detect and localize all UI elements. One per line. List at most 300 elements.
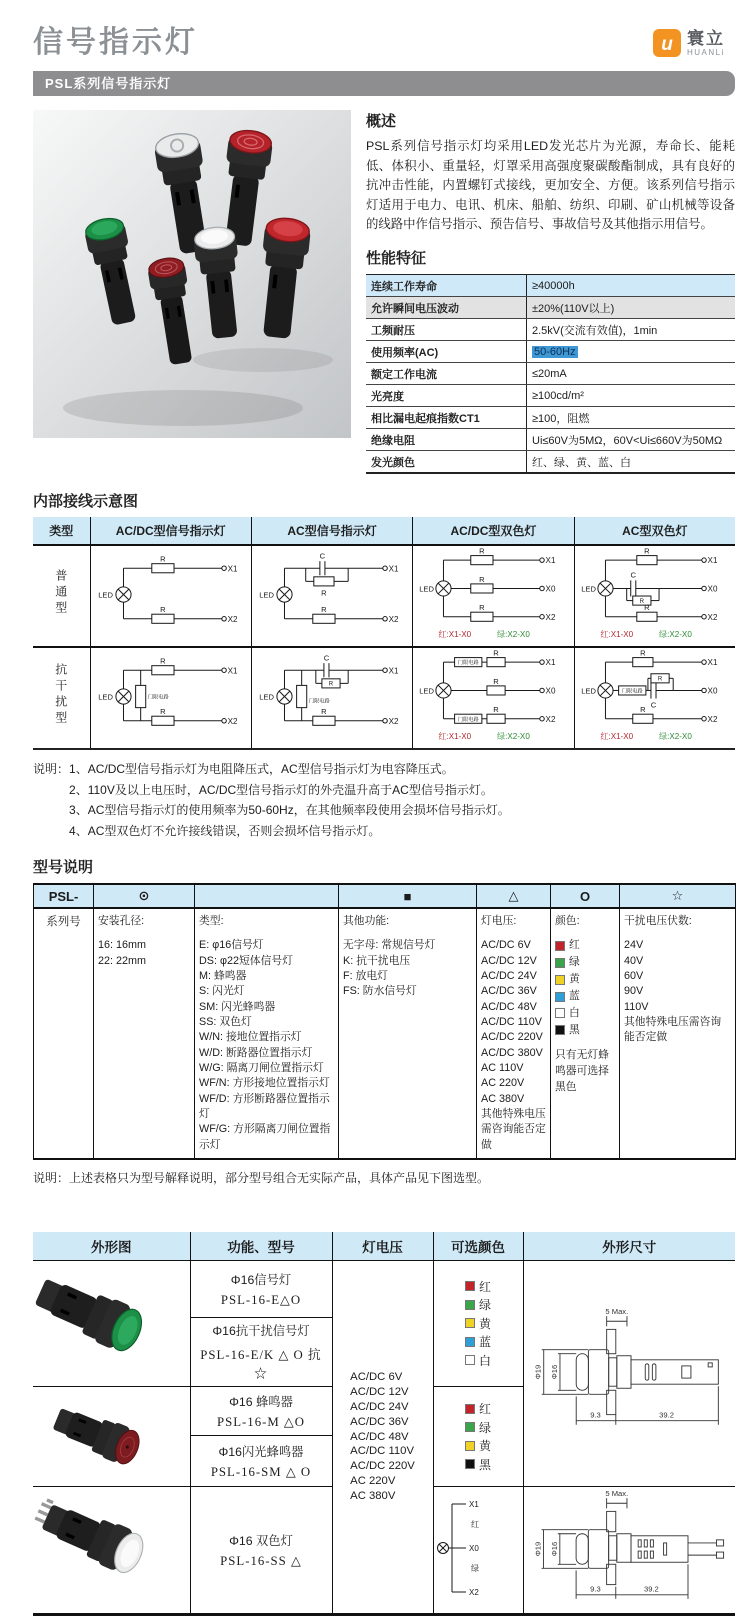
svg-text:R: R — [328, 681, 334, 688]
svg-text:R: R — [639, 598, 644, 605]
row-header-cell — [33, 545, 90, 647]
svg-text:绿:X2-X0: 绿:X2-X0 — [497, 629, 531, 639]
svg-text:R: R — [159, 605, 166, 615]
product-name: Φ16闪光蜂鸣器 — [218, 1444, 304, 1459]
circuit-cell — [413, 545, 574, 647]
svg-text:X2: X2 — [546, 612, 556, 622]
svg-text:X2: X2 — [468, 1588, 479, 1598]
color-swatch — [465, 1337, 475, 1347]
product-model: PSL-16-M △O — [216, 1414, 306, 1429]
dimension-cell — [523, 1486, 735, 1613]
spec-value: 红、绿、黄、蓝、白 — [527, 451, 736, 473]
color-option — [555, 938, 615, 953]
color-swatch — [555, 958, 565, 968]
list-item: AC 380V — [481, 1092, 525, 1105]
svg-text:R: R — [159, 656, 166, 666]
svg-text:红:X1-X0: 红:X1-X0 — [438, 629, 472, 639]
cell-title: 灯电压: — [481, 915, 517, 928]
color-option — [465, 1437, 491, 1454]
color-label: 绿 — [478, 1298, 491, 1313]
svg-text:9.3: 9.3 — [590, 1410, 602, 1420]
svg-text:绿:X2-X0: 绿:X2-X0 — [658, 629, 692, 639]
color-option — [555, 972, 615, 987]
list-item: WF/D: 方形断路器位置指示灯 — [199, 1092, 330, 1120]
spec-value: 2.5kV(交流有效值)，1min — [527, 319, 736, 341]
circuit-ac-signal-anti — [257, 649, 407, 742]
svg-text:5 Max.: 5 Max. — [605, 1489, 629, 1499]
column-header: 功能、型号 — [190, 1232, 332, 1261]
column-header: AC/DC型信号指示灯 — [90, 517, 251, 545]
color-label: 蓝 — [478, 1335, 491, 1350]
svg-text:LED: LED — [259, 590, 275, 600]
svg-text:C: C — [630, 570, 636, 580]
product-cell — [190, 1435, 332, 1486]
circuit-cell — [251, 647, 412, 748]
color-swatch — [465, 1422, 475, 1432]
performance-table — [366, 275, 735, 472]
color-label: 黄 — [478, 1316, 491, 1331]
product-name: Φ16 双色灯 — [229, 1533, 293, 1548]
product-model: PSL-16-E△O — [220, 1292, 302, 1307]
brand-name-en: HUANLi — [687, 47, 725, 57]
spec-value: ≤20mA — [527, 363, 736, 385]
brand-logo-text — [687, 30, 725, 57]
list-item: W/G: 隔离刀闸位置指示灯 — [199, 1061, 324, 1074]
color-note: 只有无灯蜂鸣器可选择黑色 — [555, 1048, 609, 1094]
svg-text:门限电路: 门限电路 — [458, 660, 480, 667]
color-option — [555, 1023, 615, 1038]
list-item: AC/DC 48V — [481, 1000, 537, 1013]
spec-label: 相比漏电起痕指数CT1 — [366, 407, 527, 429]
svg-text:R: R — [493, 705, 500, 715]
symbol-header: ■ — [339, 884, 477, 908]
voltage-list-cell — [332, 1260, 433, 1613]
series-banner: PSL系列信号指示灯 — [33, 71, 735, 96]
svg-text:X1: X1 — [546, 556, 556, 566]
svg-text:R: R — [639, 648, 646, 658]
voltage-cell — [477, 908, 551, 1159]
green-lamp-photo — [36, 1268, 186, 1376]
color-option — [465, 1352, 491, 1369]
circuit-acdc-dual-normal — [418, 547, 568, 640]
svg-text:X2: X2 — [388, 614, 399, 624]
voltage-list — [350, 1370, 415, 1504]
product-name: Φ16信号灯 — [230, 1272, 292, 1287]
cell-title: 其他功能: — [343, 915, 390, 928]
voltage-item: AC/DC 6V — [350, 1370, 403, 1383]
svg-text:X0: X0 — [707, 584, 718, 594]
svg-text:C: C — [319, 551, 326, 561]
color-options-cell — [433, 1260, 523, 1386]
color-cell — [551, 908, 620, 1159]
list-item: 110V — [624, 1000, 649, 1013]
column-header: 灯电压 — [332, 1232, 433, 1261]
column-header: 类型 — [33, 517, 90, 545]
color-label: 绿 — [478, 1420, 491, 1435]
circuit-cell — [90, 545, 251, 647]
color-option — [465, 1419, 491, 1436]
list-item: 40V — [624, 954, 644, 967]
circuit-cell — [413, 647, 574, 748]
circuit-ac-dual-normal — [580, 547, 730, 640]
voltage-item: AC/DC 24V — [350, 1400, 409, 1413]
spec-value: ±20%(110V以上) — [527, 297, 736, 319]
column-header: AC型信号指示灯 — [251, 517, 412, 545]
list-item: AC/DC 6V — [481, 939, 531, 952]
svg-text:R: R — [159, 707, 166, 717]
spec-label: 连续工作寿命 — [366, 275, 527, 297]
svg-text:R: R — [321, 588, 327, 598]
color-swatch — [465, 1300, 475, 1310]
model-heading: 型号说明 — [33, 859, 94, 877]
color-swatch — [465, 1459, 475, 1469]
divider — [366, 472, 735, 474]
cell-title: 安装孔径: — [98, 915, 145, 928]
list-item: AC/DC 24V — [481, 970, 537, 983]
page-header — [33, 26, 735, 59]
color-option — [465, 1333, 491, 1350]
dual-color-diagram — [436, 1496, 524, 1600]
symbol-header: ☆ — [620, 884, 736, 908]
svg-text:Φ16: Φ16 — [550, 1542, 560, 1557]
svg-text:X2: X2 — [227, 614, 238, 624]
row-header: 抗干扰型 — [53, 663, 68, 728]
product-photo-cell — [33, 1486, 190, 1613]
wiring-heading: 内部接线示意图 — [33, 492, 139, 510]
product-cell — [190, 1317, 332, 1386]
color-label: 黄 — [569, 973, 580, 986]
color-options — [465, 1399, 491, 1475]
color-swatch — [465, 1441, 475, 1451]
note-line: 4、AC型双色灯不允许接线错误，否则会损坏信号指示灯。 — [69, 823, 381, 838]
spec-label: 光亮度 — [366, 385, 527, 407]
circuit-cell — [574, 647, 735, 748]
cell-title: 干扰电压伏数: — [624, 915, 692, 928]
color-label: 黑 — [569, 1023, 580, 1036]
dual-color-cell — [433, 1486, 523, 1613]
cell-title: 颜色: — [555, 915, 580, 928]
list-item: M: 蜂鸣器 — [199, 970, 247, 983]
list-item: AC 110V — [481, 1061, 524, 1074]
svg-text:X1: X1 — [388, 564, 399, 574]
color-swatch — [555, 992, 565, 1002]
svg-text:门限电路: 门限电路 — [308, 698, 330, 705]
list-item: S: 闪光灯 — [199, 985, 245, 998]
svg-text:X2: X2 — [546, 714, 556, 724]
voltage-item: AC/DC 220V — [350, 1460, 415, 1473]
circuit-cell — [90, 647, 251, 748]
symbol-header — [195, 884, 339, 908]
spec-value: ≥40000h — [527, 275, 736, 297]
svg-text:LED: LED — [581, 584, 596, 594]
color-label: 红 — [478, 1279, 491, 1294]
spec-label: 使用频率(AC) — [366, 341, 527, 363]
list-item: AC/DC 12V — [481, 954, 537, 967]
product-photo — [33, 110, 351, 474]
svg-text:LED: LED — [581, 686, 596, 696]
symbol-header: △ — [477, 884, 551, 908]
list-item: 无字母: 常规信号灯 — [343, 939, 436, 952]
color-option — [465, 1400, 491, 1417]
list-item: SS: 双色灯 — [199, 1016, 252, 1028]
list-item: DS: φ22短体信号灯 — [199, 954, 293, 967]
list-item: F: 放电灯 — [343, 970, 388, 983]
wiring-table — [33, 517, 735, 748]
series-cell: 系列号 — [34, 908, 94, 1159]
row-header: 普通型 — [53, 569, 68, 618]
selection-table — [33, 1232, 735, 1613]
circuit-ac-signal-normal — [257, 547, 407, 640]
color-label: 蓝 — [569, 989, 580, 1002]
page-title: 信号指示灯 — [33, 26, 198, 59]
list-item: WF/N: 方形接地位置指示灯 — [199, 1077, 330, 1090]
svg-text:X0: X0 — [468, 1544, 479, 1554]
product-cell — [190, 1486, 332, 1613]
row-header-cell — [33, 647, 90, 748]
svg-text:门限电路: 门限电路 — [621, 688, 643, 695]
color-label: 白 — [569, 1006, 580, 1019]
svg-text:红: 红 — [470, 1520, 479, 1530]
symbol-header: O — [551, 884, 620, 908]
column-header: AC型双色灯 — [574, 517, 735, 545]
spec-value: ≥100，阻燃 — [527, 407, 736, 429]
svg-text:Φ16: Φ16 — [550, 1364, 560, 1380]
list-item: AC/DC 36V — [481, 985, 537, 998]
svg-text:X2: X2 — [707, 612, 718, 622]
svg-text:X1: X1 — [227, 666, 238, 676]
svg-text:LED: LED — [97, 692, 113, 702]
list-item: W/N: 接地位置指示灯 — [199, 1031, 302, 1044]
color-swatch — [465, 1318, 475, 1328]
svg-text:红:X1-X0: 红:X1-X0 — [600, 629, 634, 639]
spec-value: ≥100cd/m² — [527, 385, 736, 407]
svg-text:门限电路: 门限电路 — [458, 716, 480, 723]
svg-text:X0: X0 — [707, 686, 718, 696]
function-cell — [339, 908, 477, 1159]
product-name: Φ16 蜂鸣器 — [229, 1394, 293, 1409]
model-table — [33, 883, 736, 1160]
color-label: 黄 — [478, 1439, 491, 1454]
list-item: AC 220V — [481, 1077, 525, 1090]
voltage-item: AC/DC 36V — [350, 1415, 409, 1428]
color-option — [555, 955, 615, 970]
symbol-header: PSL- — [34, 884, 94, 908]
svg-text:LED: LED — [259, 692, 275, 702]
svg-text:C: C — [650, 700, 657, 710]
svg-text:绿: 绿 — [470, 1564, 479, 1574]
highlighted-value: 50-60Hz — [534, 345, 576, 358]
dimension-drawing-wired — [529, 1489, 729, 1607]
overview-text: PSL系列信号指示灯均采用LED发光芯片为光源，寿命长、能耗低、体积小、重量轻，灯罩采用高强度聚碳酸酯制成，具有良好的抗冲击性能，内置螺钉式接线，更加安全、方便。该系列信号指示灯适用于电力、电讯、机床、船舶、纺织、印刷、矿山机械等设备的线路中作信号指示、预告信号、事故信号及其他指示用信号。 — [366, 139, 735, 232]
svg-text:LED: LED — [419, 584, 435, 594]
svg-text:5 Max.: 5 Max. — [605, 1307, 629, 1317]
list-item: WF/G: 方形隔离刀闸位置指示灯 — [199, 1123, 331, 1151]
dimension-cell — [523, 1260, 735, 1486]
color-options-cell — [433, 1386, 523, 1486]
column-header: 外形尺寸 — [523, 1232, 735, 1261]
svg-text:X2: X2 — [227, 716, 238, 726]
product-name: Φ16抗干扰信号灯 — [212, 1324, 310, 1339]
color-option — [465, 1278, 491, 1295]
svg-text:R: R — [639, 705, 646, 715]
svg-text:R: R — [643, 603, 650, 613]
circuit-cell — [574, 545, 735, 647]
note-line: 2、110V及以上电压时，AC/DC型信号指示灯的外壳温升高于AC型信号指示灯。 — [69, 782, 493, 797]
svg-text:绿:X2-X0: 绿:X2-X0 — [497, 731, 531, 741]
product-cell — [190, 1260, 332, 1317]
svg-text:R: R — [321, 605, 327, 615]
svg-text:X1: X1 — [707, 658, 718, 668]
svg-text:R: R — [159, 554, 166, 564]
svg-text:X1: X1 — [468, 1500, 479, 1510]
list-item: K: 抗干扰电压 — [343, 954, 411, 967]
dimension-drawing-panel — [529, 1305, 729, 1439]
product-model: PSL-16-SS △ — [220, 1553, 302, 1568]
voltage-item: AC 380V — [350, 1490, 396, 1503]
list-item: AC/DC 380V — [481, 1046, 543, 1059]
svg-text:R: R — [479, 574, 486, 584]
svg-text:X1: X1 — [388, 666, 399, 676]
white-dual-lamp-photo — [36, 1492, 186, 1604]
color-option — [465, 1456, 491, 1473]
circuit-ac-dual-anti — [580, 649, 730, 742]
svg-text:X0: X0 — [546, 584, 556, 594]
circuit-acdc-dual-anti — [418, 649, 568, 742]
interference-cell — [620, 908, 736, 1159]
svg-text:X1: X1 — [707, 556, 718, 566]
list-item: 24V — [624, 939, 644, 952]
svg-text:绿:X2-X0: 绿:X2-X0 — [658, 731, 692, 741]
list-item: 其他特殊电压需咨询能否定做 — [624, 1016, 722, 1044]
svg-text:红:X1-X0: 红:X1-X0 — [600, 731, 634, 741]
svg-text:39.2: 39.2 — [644, 1585, 660, 1595]
color-label: 白 — [478, 1353, 491, 1368]
color-swatch — [555, 941, 565, 951]
svg-text:R: R — [493, 676, 500, 686]
wiring-notes — [33, 759, 735, 841]
circuit-acdc-signal-anti — [96, 649, 246, 742]
color-label: 红 — [478, 1402, 491, 1417]
svg-text:门限电路: 门限电路 — [147, 694, 169, 701]
column-header: 可选颜色 — [433, 1232, 523, 1261]
product-photo-image — [33, 110, 351, 438]
column-header: 外形图 — [33, 1232, 190, 1261]
list-item: 90V — [624, 985, 644, 998]
color-label: 绿 — [569, 956, 580, 969]
list-item: 22: 22mm — [98, 954, 147, 967]
voltage-item: AC/DC 12V — [350, 1385, 409, 1398]
color-swatch — [555, 1025, 565, 1035]
color-option — [465, 1296, 491, 1313]
svg-text:39.2: 39.2 — [659, 1410, 675, 1420]
color-swatch — [465, 1404, 475, 1414]
voltage-item: AC/DC 48V — [350, 1430, 409, 1443]
brand-logo — [652, 28, 725, 58]
svg-text:R: R — [657, 676, 663, 683]
notes-prefix: 说明： — [33, 762, 70, 777]
spec-label: 绝缘电阻 — [366, 429, 527, 451]
svg-text:9.3: 9.3 — [590, 1585, 601, 1595]
svg-text:LED: LED — [97, 590, 113, 600]
color-swatch — [465, 1355, 475, 1365]
symbol-header: ⊙ — [94, 884, 195, 908]
svg-text:LED: LED — [419, 686, 435, 696]
color-options — [465, 1276, 491, 1370]
voltage-item: AC 220V — [350, 1475, 396, 1488]
product-model: PSL-16-SM △ O — [210, 1464, 312, 1479]
overview-heading: 概述 — [366, 113, 397, 130]
svg-text:X2: X2 — [707, 714, 718, 724]
color-swatch — [555, 1008, 565, 1018]
color-option — [555, 989, 615, 1004]
svg-text:红:X1-X0: 红:X1-X0 — [438, 731, 472, 741]
svg-text:u: u — [661, 34, 673, 55]
brand-logo-icon — [652, 28, 682, 58]
color-option — [465, 1315, 491, 1332]
list-item: 16: 16mm — [98, 939, 147, 952]
svg-text:X0: X0 — [546, 686, 556, 696]
svg-text:R: R — [479, 546, 486, 556]
svg-text:X1: X1 — [227, 564, 238, 574]
column-header: AC/DC型双色灯 — [413, 517, 574, 545]
svg-text:C: C — [323, 653, 330, 663]
list-item: W/D: 断路器位置指示灯 — [199, 1046, 313, 1059]
note-line: 1、AC/DC型信号指示灯为电阻降压式，AC型信号指示灯为电容降压式。 — [69, 762, 454, 777]
spec-label: 额定工作电流 — [366, 363, 527, 385]
voltage-item: AC/DC 110V — [350, 1445, 414, 1458]
note-line: 3、AC型信号指示灯的使用频率为50-60Hz，在其他频率段使用会损坏信号指示灯。 — [69, 803, 510, 818]
model-note: 说明：上述表格只为型号解释说明，部分型号组合无实际产品，具体产品见下图选型。 — [33, 1170, 490, 1185]
spec-value: Ui≤60V为5MΩ，60V<Ui≤660V为50MΩ — [527, 429, 736, 451]
product-model: PSL-16-E/K △ O 抗 ☆ — [200, 1348, 322, 1382]
list-item: 60V — [624, 970, 644, 983]
product-photo-cell — [33, 1386, 190, 1486]
svg-text:Φ19: Φ19 — [533, 1364, 543, 1380]
list-item: 其他特殊电压需咨询能否定做 — [481, 1107, 546, 1151]
color-swatch — [465, 1281, 475, 1291]
spec-value — [527, 341, 736, 363]
brand-name-cn: 寰立 — [687, 28, 725, 48]
list-item: AC/DC 220V — [481, 1031, 543, 1044]
circuit-acdc-signal-normal — [96, 547, 246, 640]
svg-text:R: R — [321, 707, 327, 717]
type-cell — [195, 908, 339, 1159]
svg-text:R: R — [493, 648, 500, 658]
circuit-cell — [251, 545, 412, 647]
spec-label: 发光颜色 — [366, 451, 527, 473]
divider — [33, 748, 735, 751]
list-item: E: φ16信号灯 — [199, 939, 264, 952]
svg-text:R: R — [479, 603, 486, 613]
product-photo-cell — [33, 1260, 190, 1386]
svg-text:X2: X2 — [388, 716, 399, 726]
spec-label: 允许瞬间电压波动 — [366, 297, 527, 319]
hole-size-cell — [94, 908, 195, 1159]
color-option — [555, 1006, 615, 1021]
performance-heading: 性能特征 — [366, 249, 427, 267]
svg-text:R: R — [643, 546, 650, 556]
spec-label: 工频耐压 — [366, 319, 527, 341]
svg-text:X1: X1 — [546, 658, 556, 668]
color-label: 黑 — [478, 1457, 491, 1472]
color-swatch — [555, 975, 565, 985]
list-item: FS: 防水信号灯 — [343, 985, 417, 998]
intro-section — [33, 110, 735, 474]
color-label: 红 — [569, 939, 580, 952]
list-item: AC/DC 110V — [481, 1016, 543, 1028]
list-item: SM: 闪光蜂鸣器 — [199, 1000, 276, 1013]
product-cell — [190, 1386, 332, 1435]
